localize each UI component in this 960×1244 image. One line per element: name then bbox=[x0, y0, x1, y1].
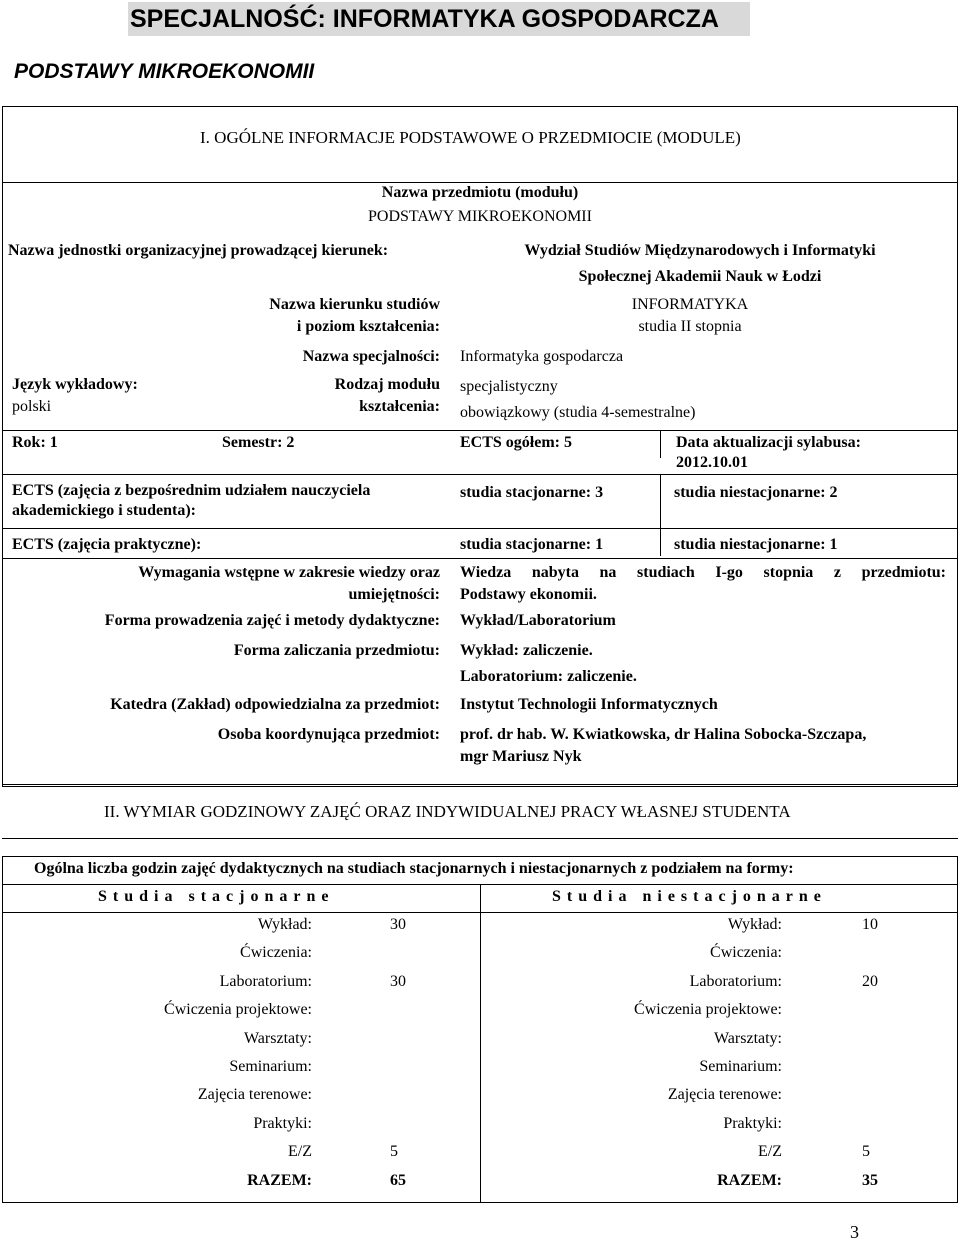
section-2-heading: II. WYMIAR GODZINOWY ZAJĘĆ ORAZ INDYWIDUALNEJ PRACY WŁASNEJ STUDENTA bbox=[104, 802, 791, 821]
row-label-stac: Laboratorium: bbox=[219, 973, 312, 990]
unit-label: Nazwa jednostki organizacyjnej prowadzącej kierunek: bbox=[8, 242, 389, 259]
row-label-stac: Zajęcia terenowe: bbox=[197, 1086, 312, 1103]
coordinator-value-line1: prof. dr hab. W. Kwiatkowska, dr Halina Sobocka-Szczapa, bbox=[460, 726, 867, 743]
teaching-form-value: Wykład/Laboratorium bbox=[460, 612, 616, 629]
row-label-niestac: Praktyki: bbox=[723, 1115, 782, 1132]
row-label-niestac: Seminarium: bbox=[699, 1058, 782, 1075]
credit-form-value-line1: Wykład: zaliczenie. bbox=[460, 642, 593, 659]
row-label-stac: Praktyki: bbox=[253, 1115, 312, 1132]
field-value-line1: INFORMATYKA bbox=[631, 296, 749, 313]
department-value: Instytut Technologii Informatycznych bbox=[460, 696, 718, 713]
row-value-stac: 5 bbox=[390, 1143, 398, 1160]
requirements-value-line1: Wiedza nabyta na studiach I-go stopnia z przedmiotu: bbox=[460, 564, 946, 581]
module-type-value-line2: obowiązkowy (studia 4-semestralne) bbox=[460, 404, 696, 421]
column-header-niestacjonarne: Studia niestacjonarne bbox=[552, 888, 827, 905]
requirements-value-line2: Podstawy ekonomii. bbox=[460, 586, 597, 603]
row-label-stac: Seminarium: bbox=[229, 1058, 312, 1075]
language-label: Język wykładowy: bbox=[12, 376, 138, 393]
section-1-heading: I. OGÓLNE INFORMACJE PODSTAWOWE O PRZEDMIOCIE (MODULE) bbox=[200, 128, 741, 147]
row-label-stac: Ćwiczenia: bbox=[240, 944, 312, 961]
column-header-stacjonarne: Studia stacjonarne bbox=[98, 888, 335, 905]
row-value-niestac: 20 bbox=[862, 973, 878, 990]
row-value-stac: 65 bbox=[390, 1172, 406, 1189]
document-title: SPECJALNOŚĆ: INFORMATYKA GOSPODARCZA bbox=[128, 2, 750, 36]
subject-name-label: Nazwa przedmiotu (modułu) bbox=[381, 184, 579, 201]
ects-contact-label-line1: ECTS (zajęcia z bezpośrednim udziałem nauczyciela bbox=[12, 482, 371, 499]
specialization-value: Informatyka gospodarcza bbox=[460, 348, 624, 365]
row-label-stac: Wykład: bbox=[257, 916, 312, 933]
ects-contact-label-line2: akademickiego i studenta): bbox=[12, 502, 196, 519]
row-label-stac: Warsztaty: bbox=[243, 1030, 312, 1047]
row-value-niestac: 5 bbox=[862, 1143, 870, 1160]
row-label-stac: RAZEM: bbox=[247, 1172, 312, 1189]
ects-practical-niestac: studia niestacjonarne: 1 bbox=[674, 536, 838, 553]
requirements-label-line2: umiejętności: bbox=[348, 586, 440, 603]
language-value: polski bbox=[12, 398, 52, 415]
field-label-line2: i poziom kształcenia: bbox=[296, 318, 440, 335]
row-label-niestac: Ćwiczenia projektowe: bbox=[634, 1001, 782, 1018]
module-type-label-line1: Rodzaj modułu bbox=[334, 376, 440, 393]
row-label-stac: E/Z bbox=[288, 1143, 312, 1160]
ects-contact-niestac: studia niestacjonarne: 2 bbox=[674, 484, 838, 501]
credit-form-label: Forma zaliczania przedmiotu: bbox=[233, 642, 440, 659]
row-label-niestac: Ćwiczenia: bbox=[710, 944, 782, 961]
teaching-form-label: Forma prowadzenia zajęć i metody dydaktyczne: bbox=[104, 612, 440, 629]
field-label-line1: Nazwa kierunku studiów bbox=[269, 296, 440, 313]
ects-contact-stac: studia stacjonarne: 3 bbox=[460, 484, 604, 501]
ects-practical-label: ECTS (zajęcia praktyczne): bbox=[12, 536, 202, 553]
row-label-niestac: Wykład: bbox=[727, 916, 782, 933]
page-number: 3 bbox=[850, 1222, 859, 1242]
semester-value: Semestr: 2 bbox=[222, 434, 295, 451]
row-value-niestac: 10 bbox=[862, 916, 878, 933]
row-label-stac: Ćwiczenia projektowe: bbox=[164, 1001, 312, 1018]
row-value-niestac: 35 bbox=[862, 1172, 878, 1189]
unit-value-line2: Społecznej Akademii Nauk w Łodzi bbox=[578, 268, 822, 285]
update-date-value: 2012.10.01 bbox=[676, 454, 748, 471]
ects-practical-stac: studia stacjonarne: 1 bbox=[460, 536, 604, 553]
requirements-label-line1: Wymagania wstępne w zakresie wiedzy oraz bbox=[138, 564, 440, 581]
year-value: Rok: 1 bbox=[12, 434, 58, 451]
row-label-niestac: Laboratorium: bbox=[689, 973, 782, 990]
row-label-niestac: Zajęcia terenowe: bbox=[667, 1086, 782, 1103]
ects-total: ECTS ogółem: 5 bbox=[460, 434, 572, 451]
course-subtitle: PODSTAWY MIKROEKONOMII bbox=[14, 60, 315, 83]
row-value-stac: 30 bbox=[390, 916, 406, 933]
subject-name-value: PODSTAWY MIKROEKONOMII bbox=[368, 208, 592, 225]
row-label-niestac: Warsztaty: bbox=[713, 1030, 782, 1047]
module-type-label-line2: kształcenia: bbox=[359, 398, 440, 415]
coordinator-label: Osoba koordynująca przedmiot: bbox=[217, 726, 440, 743]
module-type-value-line1: specjalistyczny bbox=[460, 378, 558, 395]
unit-value-line1: Wydział Studiów Międzynarodowych i Informatyki bbox=[524, 242, 876, 259]
field-value-line2: studia II stopnia bbox=[638, 318, 742, 335]
credit-form-value-line2: Laboratorium: zaliczenie. bbox=[460, 668, 637, 685]
row-value-stac: 30 bbox=[390, 973, 406, 990]
row-label-niestac: RAZEM: bbox=[717, 1172, 782, 1189]
update-date-label: Data aktualizacji sylabusa: bbox=[676, 434, 861, 451]
hours-table-title: Ogólna liczba godzin zajęć dydaktycznych na studiach stacjonarnych i niestacjonarnych z podziałem na formy: bbox=[34, 860, 794, 877]
coordinator-value-line2: mgr Mariusz Nyk bbox=[460, 748, 582, 765]
row-label-niestac: E/Z bbox=[758, 1143, 782, 1160]
department-label: Katedra (Zakład) odpowiedzialna za przedmiot: bbox=[110, 696, 440, 713]
specialization-label: Nazwa specjalności: bbox=[302, 348, 440, 365]
